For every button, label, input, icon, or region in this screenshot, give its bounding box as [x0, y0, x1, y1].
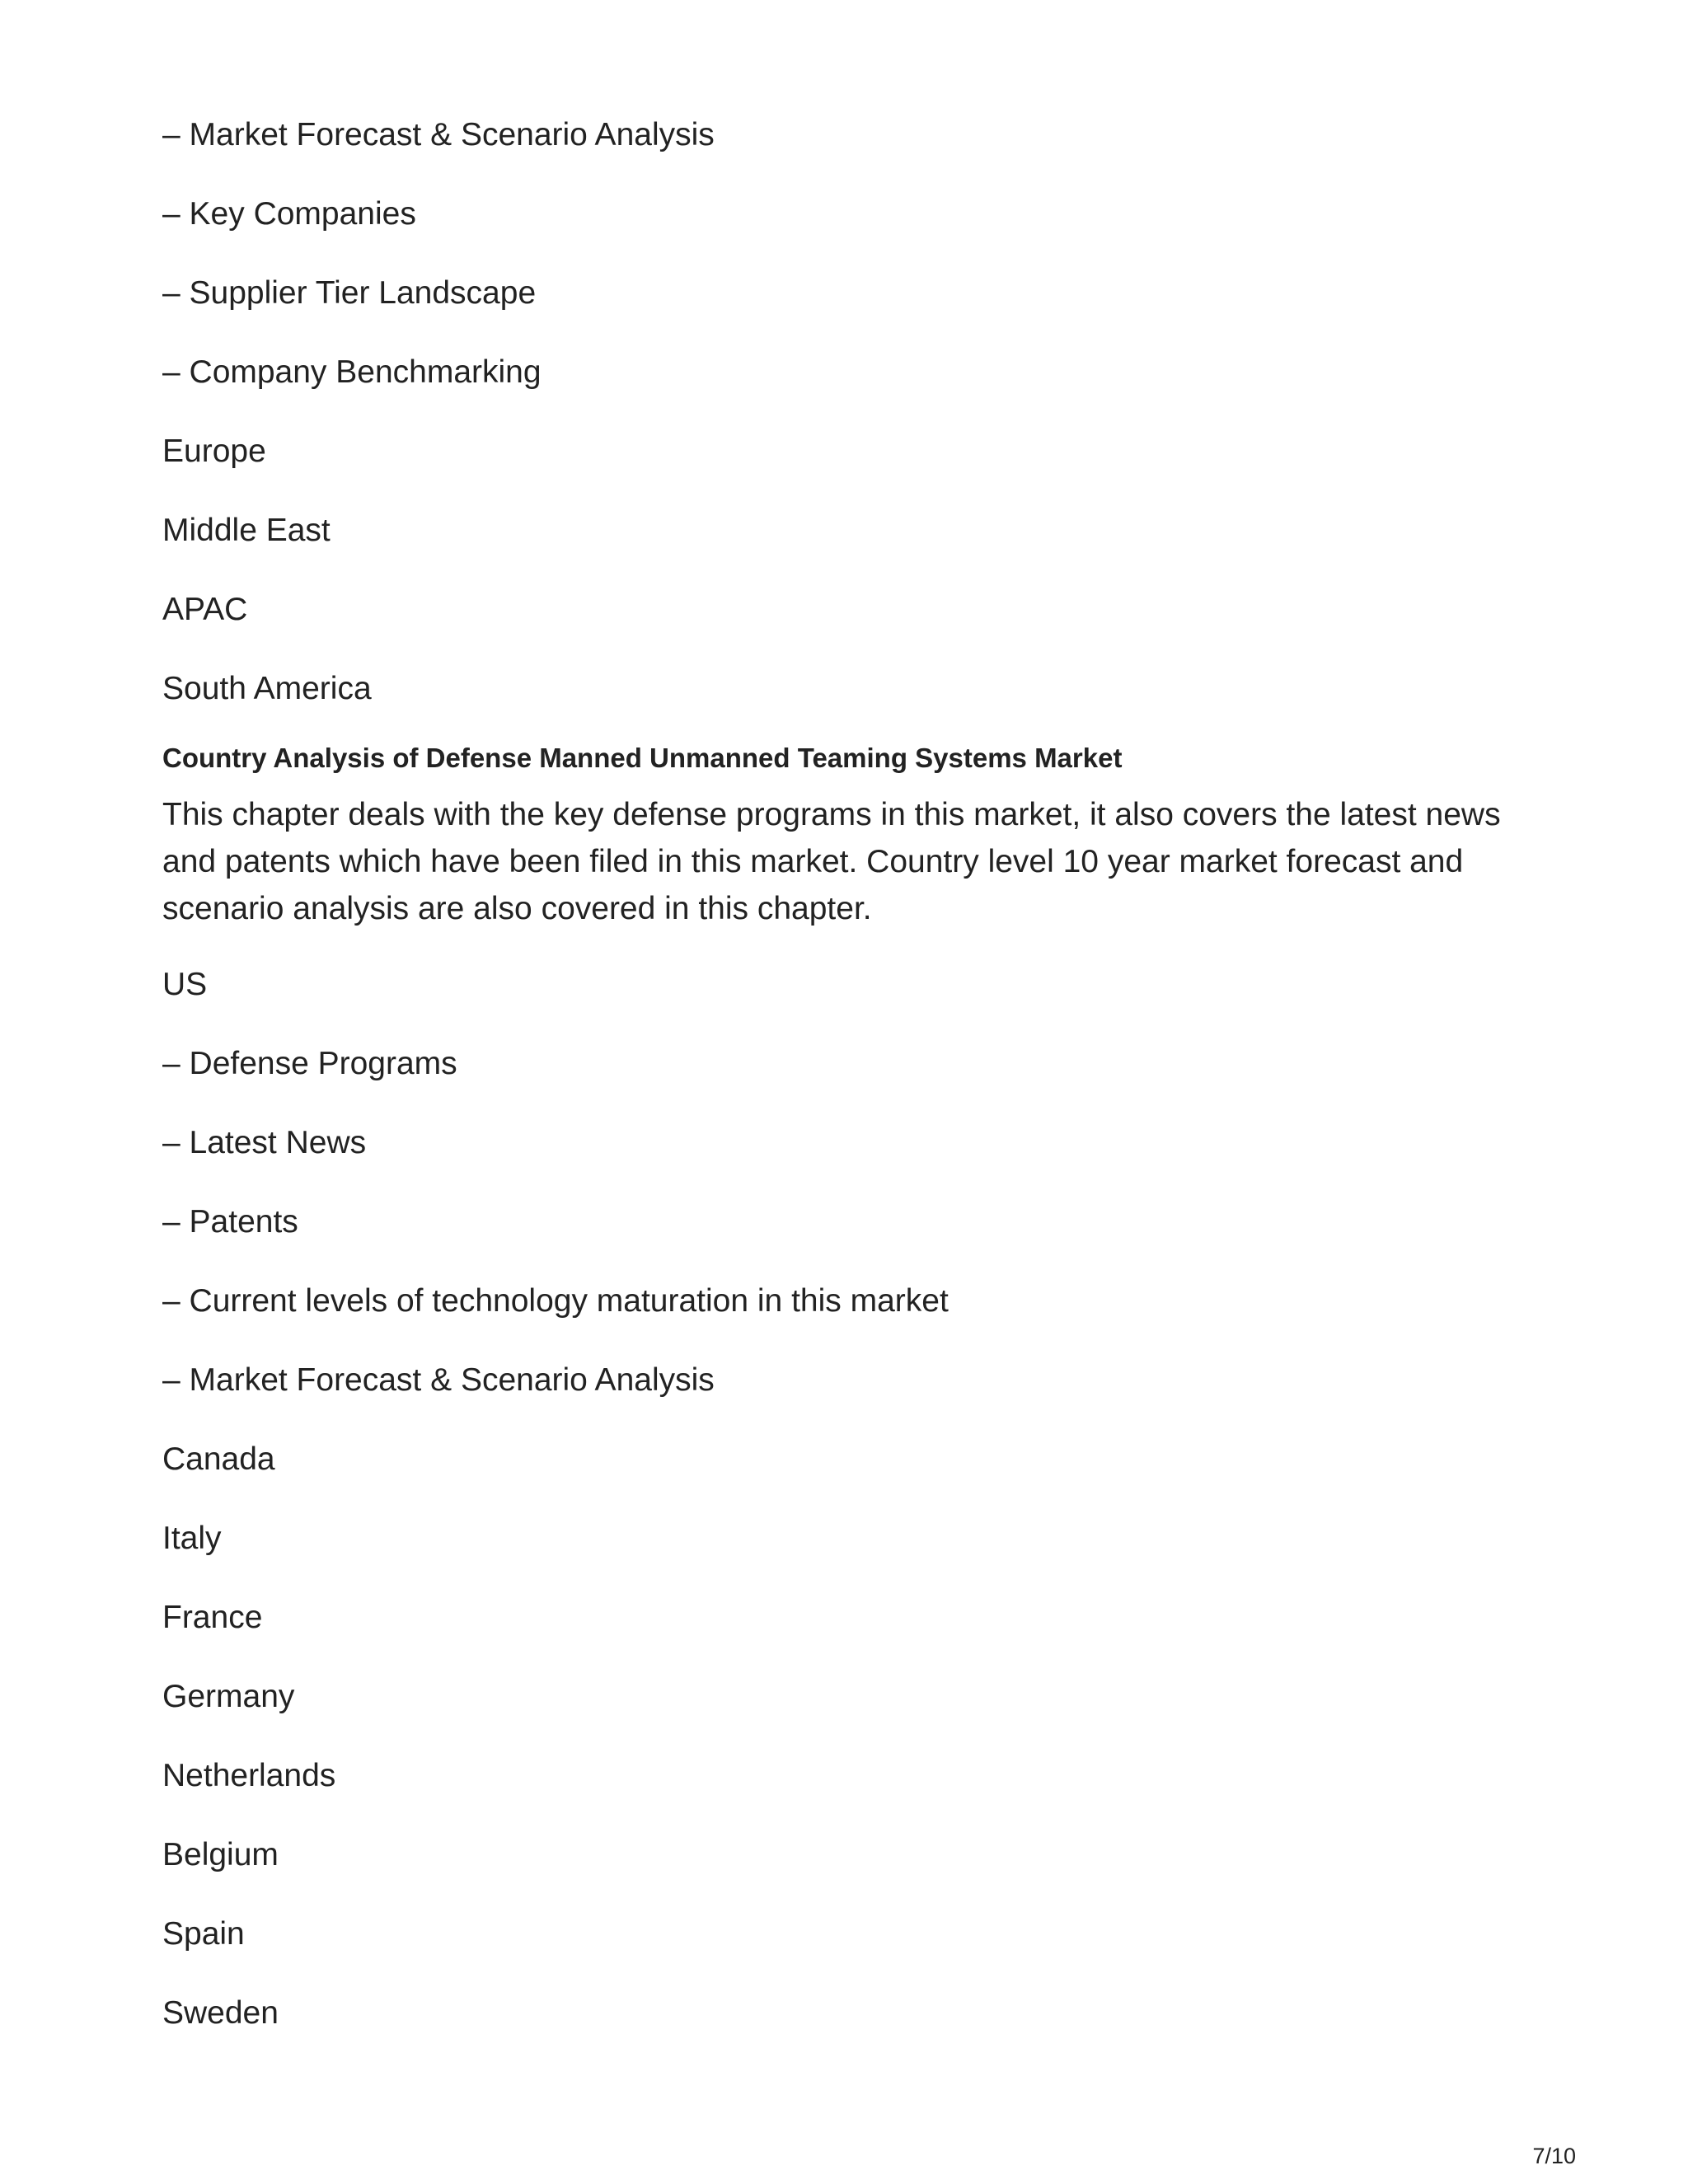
list-item: – Company Benchmarking: [162, 354, 542, 390]
list-item: Canada: [162, 1441, 275, 1477]
list-item: Germany: [162, 1679, 295, 1714]
list-item: Europe: [162, 434, 266, 469]
list-item: APAC: [162, 592, 248, 627]
list-item: – Current levels of technology maturation in this market: [162, 1283, 949, 1319]
list-item: Belgium: [162, 1837, 279, 1872]
list-item: Netherlands: [162, 1758, 336, 1793]
list-item: – Latest News: [162, 1125, 367, 1160]
list-item: Sweden: [162, 1995, 279, 2031]
list-item: Middle East: [162, 513, 331, 548]
page-number: 7/10: [1532, 2144, 1576, 2168]
section-heading: Country Analysis of Defense Manned Unmanned Teaming Systems Market: [162, 743, 1123, 773]
list-item: – Market Forecast & Scenario Analysis: [162, 1362, 715, 1398]
list-item: France: [162, 1600, 263, 1635]
list-item: – Patents: [162, 1204, 298, 1240]
list-item: – Supplier Tier Landscape: [162, 275, 537, 311]
list-item: South America: [162, 671, 372, 706]
list-item: Spain: [162, 1916, 245, 1952]
section-paragraph: This chapter deals with the key defense programs in this market, it also covers the latest news and patents which have been filed in this market. Country level 10 year market forecast and scenario analysis are also covered in this chapter.: [162, 797, 1501, 926]
page-content: [162, 115, 1531, 2073]
list-item: – Market Forecast & Scenario Analysis: [162, 117, 715, 152]
list-item: Italy: [162, 1521, 222, 1556]
list-item: – Defense Programs: [162, 1046, 457, 1081]
list-item: US: [162, 967, 208, 1002]
list-item: – Key Companies: [162, 196, 416, 232]
